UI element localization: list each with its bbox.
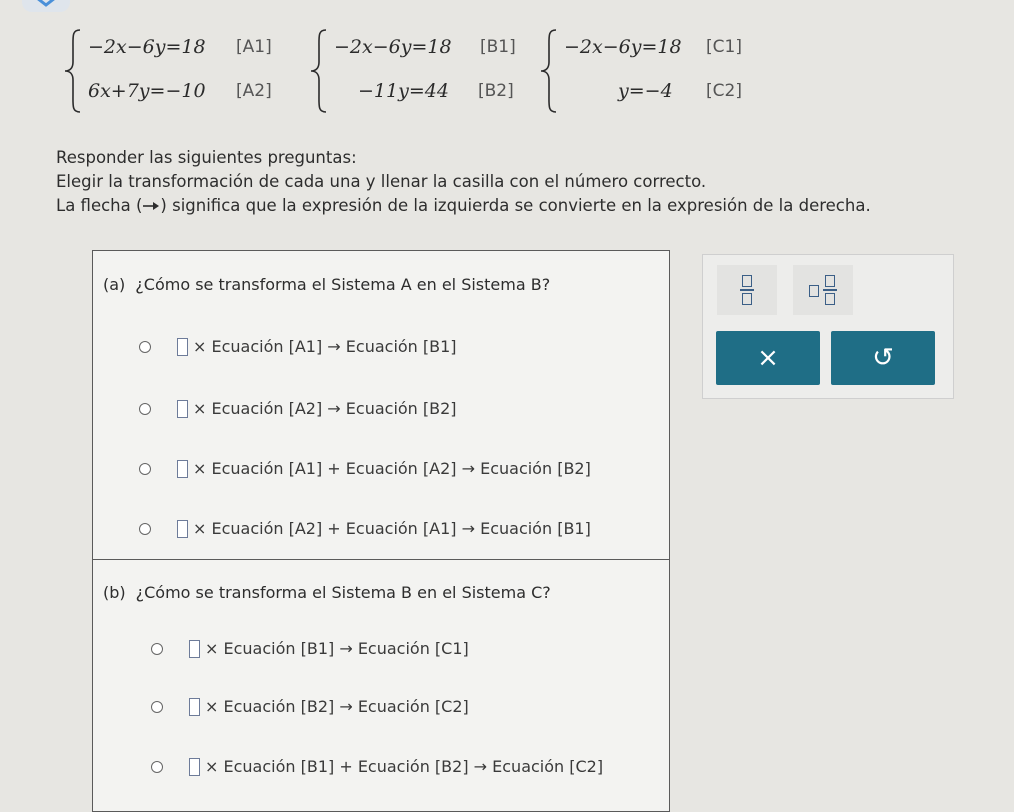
number-input-box[interactable] (189, 698, 200, 716)
option-a4[interactable]: × Ecuación [A2] + Ecuación [A1] → Ecuación [B1] (139, 519, 591, 538)
collapse-chevron[interactable] (22, 0, 70, 12)
option-b3[interactable]: × Ecuación [B1] + Ecuación [B2] → Ecuación [C2] (151, 757, 603, 776)
equation-a2: 6x+7y=−10 [A2] (88, 80, 272, 102)
close-icon: × (757, 343, 779, 373)
undo-icon: ↺ (872, 343, 894, 373)
number-input-box[interactable] (177, 460, 188, 478)
number-input-box[interactable] (189, 640, 200, 658)
option-b1[interactable]: × Ecuación [B1] → Ecuación [C1] (151, 639, 469, 658)
radio-button[interactable] (139, 523, 151, 535)
radio-button[interactable] (151, 761, 163, 773)
instruction-line-3: La flecha ( ) significa que la expresión de la izquierda se convierte en la expresión de la derecha. (56, 196, 871, 215)
math-toolbox (702, 254, 954, 399)
instruction-line-2: Elegir la transformación de cada una y llenar la casilla con el número correcto. (56, 172, 707, 191)
instructions (56, 146, 871, 218)
equation-c1: −2x−6y=18 [C1] (564, 36, 742, 58)
equation-a1: −2x−6y=18 [A1] (88, 36, 272, 58)
option-a2[interactable]: × Ecuación [A2] → Ecuación [B2] (139, 399, 457, 418)
number-input-box[interactable] (177, 400, 188, 418)
radio-button[interactable] (151, 701, 163, 713)
radio-button[interactable] (139, 403, 151, 415)
question-b-title: (b) ¿Cómo se transforma el Sistema B en el Sistema C? (103, 583, 551, 602)
option-a3[interactable]: × Ecuación [A1] + Ecuación [A2] → Ecuación [B2] (139, 459, 591, 478)
equation-c2: y=−4 [C2] (618, 80, 742, 102)
fraction-button[interactable] (717, 265, 777, 315)
chevron-down-icon (34, 0, 58, 8)
question-a-title: (a) ¿Cómo se transforma el Sistema A en el Sistema B? (103, 275, 551, 294)
fraction-icon (742, 275, 754, 305)
section-divider (93, 559, 669, 560)
number-input-box[interactable] (177, 520, 188, 538)
equation-b2: −11y=44 [B2] (358, 80, 514, 102)
number-input-box[interactable] (189, 758, 200, 776)
radio-button[interactable] (151, 643, 163, 655)
mixed-number-icon (809, 285, 819, 297)
brace-icon (538, 26, 560, 116)
option-b2[interactable]: × Ecuación [B2] → Ecuación [C2] (151, 697, 469, 716)
equation-b1: −2x−6y=18 [B1] (334, 36, 516, 58)
undo-button[interactable] (831, 331, 935, 385)
option-a1[interactable]: × Ecuación [A1] → Ecuación [B1] (139, 337, 457, 356)
radio-button[interactable] (139, 341, 151, 353)
mixed-number-button[interactable] (793, 265, 853, 315)
brace-icon (308, 26, 330, 116)
radio-button[interactable] (139, 463, 151, 475)
brace-icon (62, 26, 84, 116)
arrow-icon (142, 201, 160, 211)
instruction-line-1: Responder las siguientes preguntas: (56, 148, 357, 167)
number-input-box[interactable] (177, 338, 188, 356)
clear-button[interactable] (716, 331, 820, 385)
question-panel (92, 250, 670, 812)
